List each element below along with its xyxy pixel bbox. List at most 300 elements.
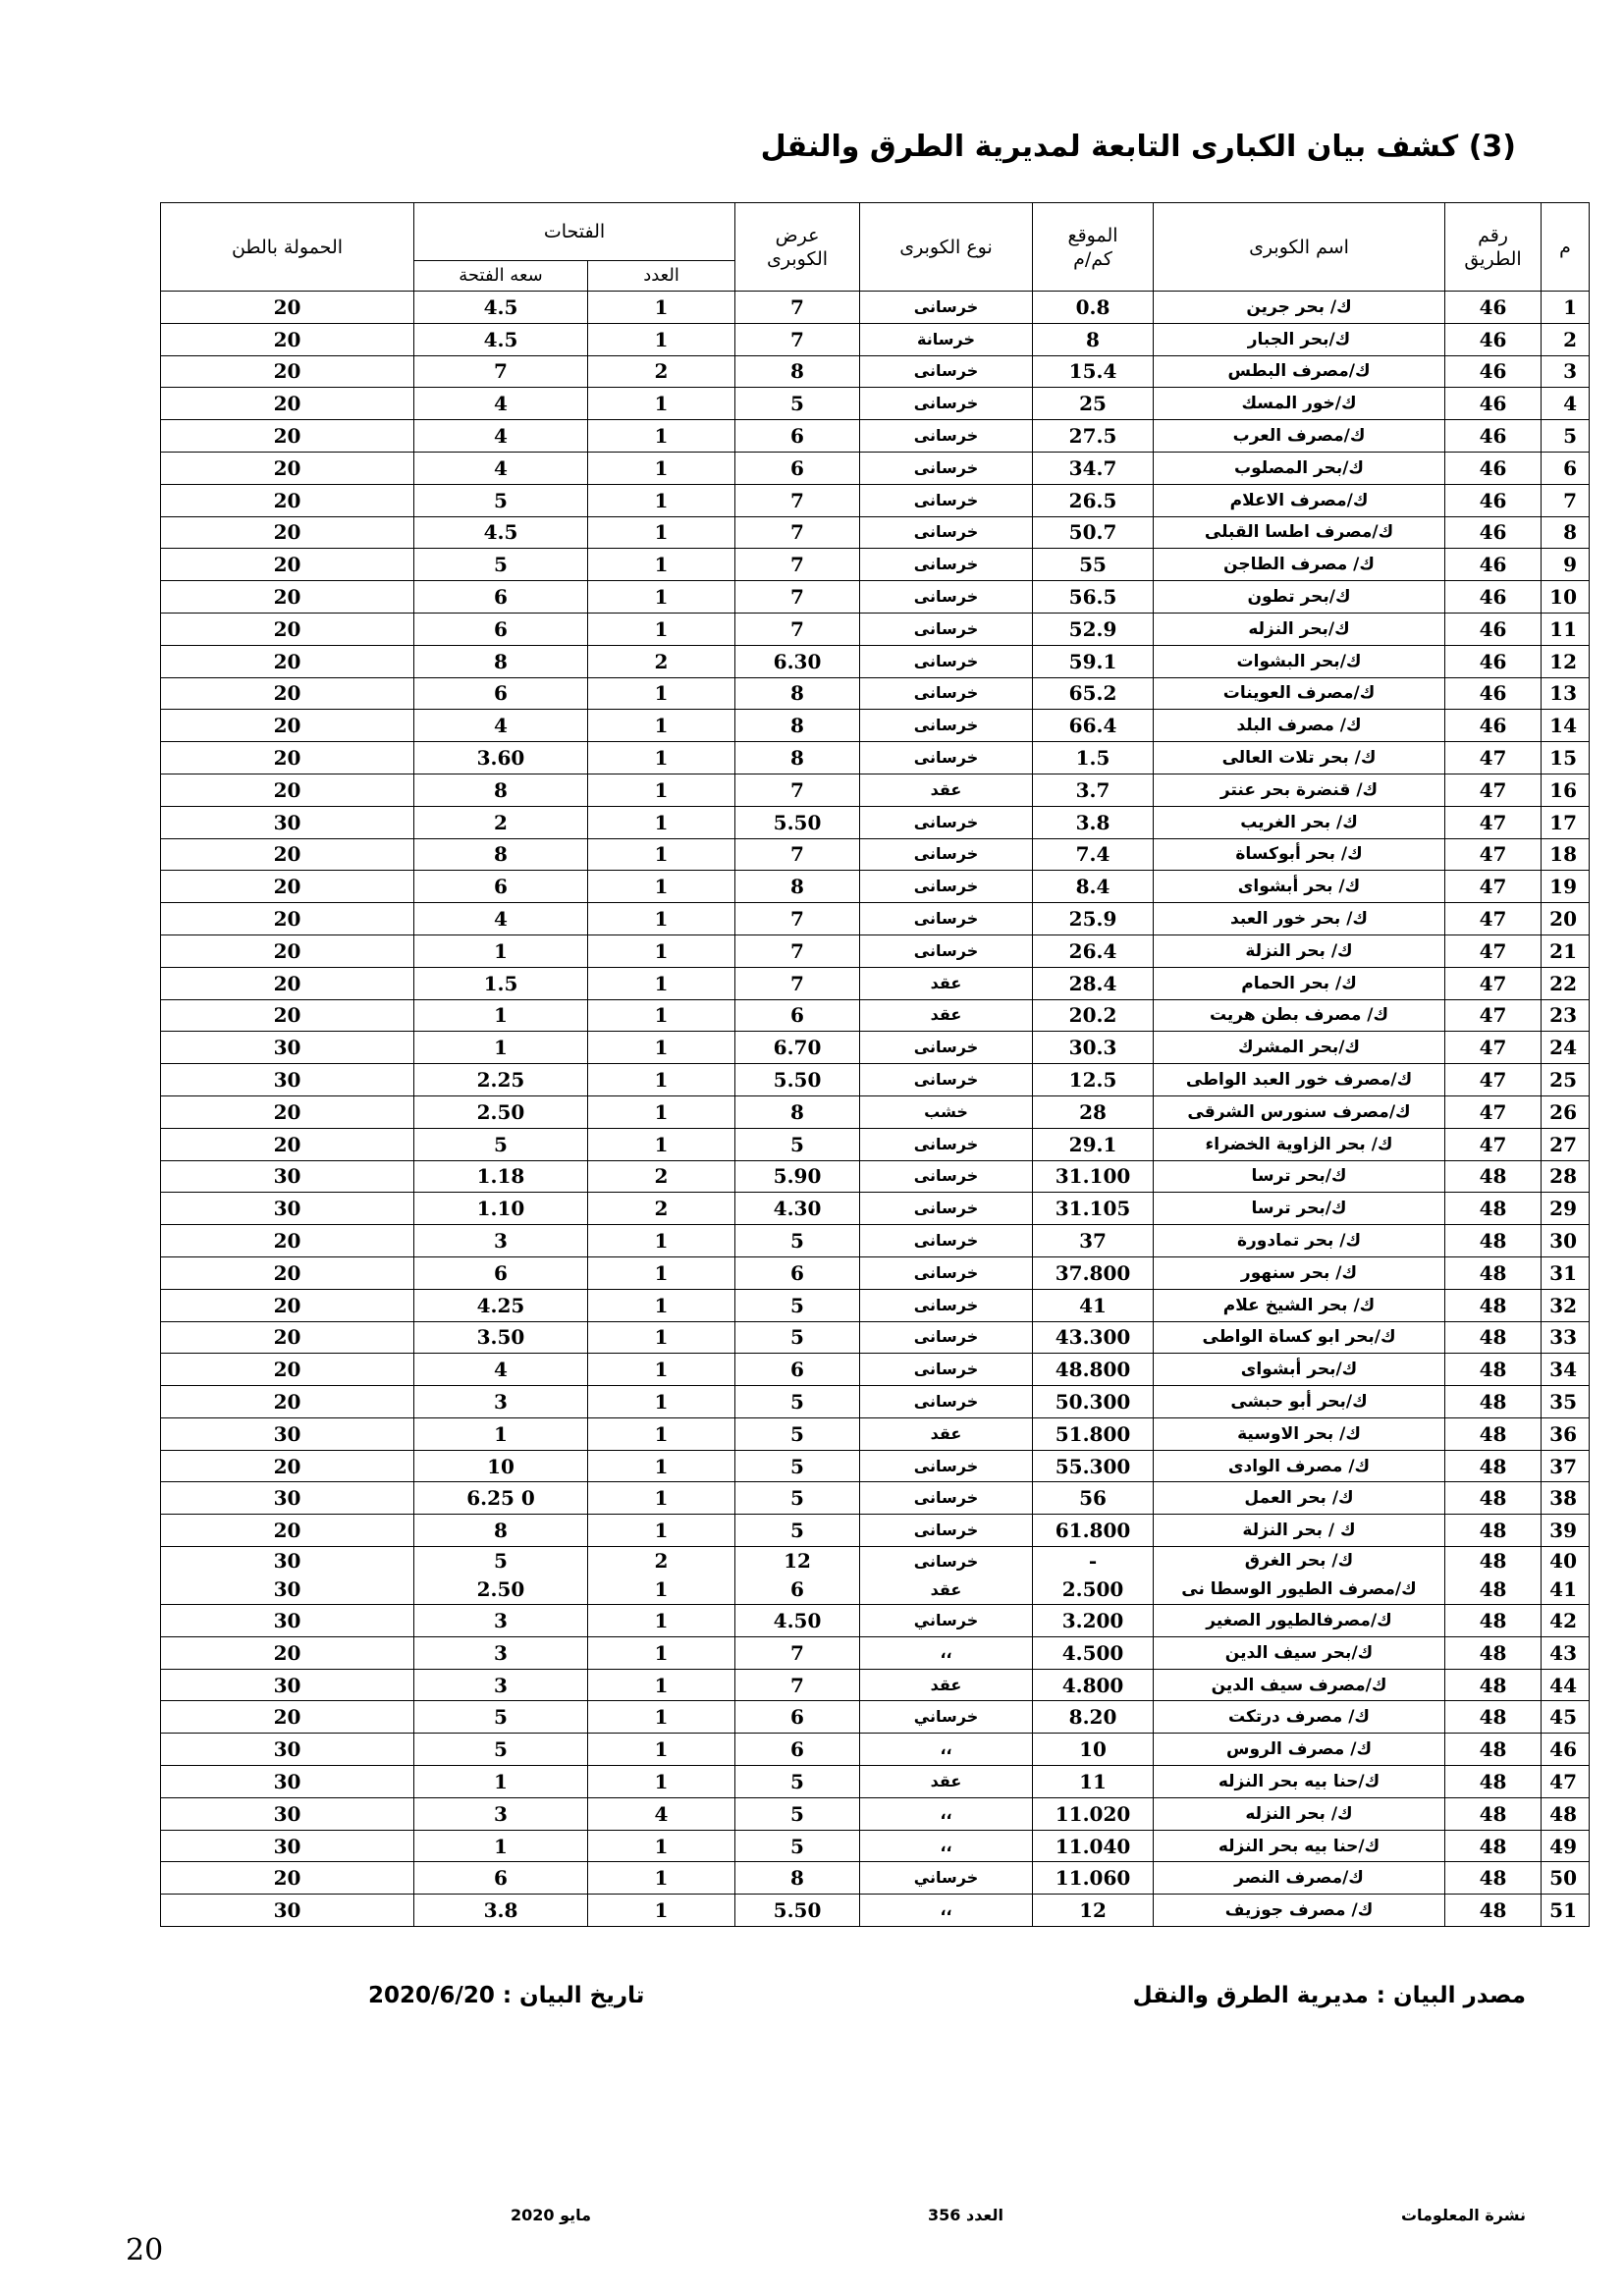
data-date: تاريخ البيان : 2020/6/20 [368,1983,645,2008]
row-bridge-name: ك/ بحر سنهور [1154,1256,1445,1289]
row-road-no: 46 [1445,484,1542,516]
row-opening-span: 3.50 [414,1321,588,1354]
table-row [161,1095,1590,1128]
row-serial: 42 [1542,1605,1590,1637]
row-location [1033,1547,1154,1605]
row-bridge-type: خرساني [860,1701,1033,1734]
row-road-no: 46 [1445,581,1542,614]
row-bridge-width [735,1547,860,1605]
page-number: 20 [126,2233,164,2268]
row-bridge-width: 6 [735,999,860,1032]
table-row [161,420,1590,453]
table-row [161,1547,1590,1605]
row-serial: 36 [1542,1417,1590,1450]
row-serial: 1 [1542,292,1590,324]
row-openings-count: 1 [588,484,735,516]
row-bridge-type: خرسانى [860,452,1033,484]
row-load: 30 [161,1766,414,1798]
row-openings-count: 1 [588,871,735,903]
row-serial: 8 [1542,516,1590,549]
row-bridge-width: 7 [735,581,860,614]
row-road-no: 47 [1445,1095,1542,1128]
row-opening-span: 4 [414,903,588,935]
table-row [161,1450,1590,1482]
table-row [161,1830,1590,1862]
table-row [161,645,1590,677]
row-bridge-type: خرسانى [860,388,1033,420]
table-row [161,742,1590,774]
row-openings-count [588,1547,735,1605]
row-road-no: 47 [1445,1064,1542,1096]
table-row [161,1064,1590,1096]
row-bridge-name: ك/حنا بيه بحر النزله [1154,1766,1445,1798]
row-bridge-width: 6 [735,1256,860,1289]
row-road-no: 47 [1445,774,1542,806]
table-row [161,1225,1590,1257]
row-bridge-type: ،، [860,1734,1033,1766]
row-opening-span: 6 [414,1256,588,1289]
row-bridge-width: 8 [735,677,860,710]
row-bridge-width: 7 [735,613,860,645]
table-row [161,1128,1590,1160]
row-serial: 46 [1542,1734,1590,1766]
row-bridge-name-line: ك/ بحر الغرق [1244,1551,1354,1572]
row-location: 31.105 [1033,1193,1154,1225]
row-road-no: 47 [1445,838,1542,871]
table-row [161,1895,1590,1927]
row-road-no: 47 [1445,1128,1542,1160]
row-load: 20 [161,934,414,967]
row-load: 30 [161,1064,414,1096]
row-bridge-type: خرسانى [860,1289,1033,1321]
table-row [161,677,1590,710]
row-load: 20 [161,484,414,516]
table-row [161,967,1590,999]
row-road-no: 47 [1445,999,1542,1032]
row-bridge-type-line: خرسانى [913,1552,979,1572]
row-load: 20 [161,645,414,677]
row-location: 8 [1033,323,1154,355]
row-bridge-name: ك/بحر البشوات [1154,645,1445,677]
row-location: 59.1 [1033,645,1154,677]
row-location: 25.9 [1033,903,1154,935]
row-serial: 7 [1542,484,1590,516]
row-bridge-name: ك / بحر النزلة [1154,1515,1445,1547]
row-serial: 37 [1542,1450,1590,1482]
row-bridge-type: خرسانى [860,355,1033,388]
row-bridge-type: خرسانى [860,806,1033,838]
row-openings-count-line: 2 [654,1549,669,1574]
row-serial: 14 [1542,710,1590,742]
table-row [161,806,1590,838]
table-row [161,871,1590,903]
row-openings-count: 1 [588,1064,735,1096]
row-serial: 49 [1542,1830,1590,1862]
row-bridge-name: ك/مصرف البطس [1154,355,1445,388]
row-openings-count: 1 [588,806,735,838]
row-road-no: 46 [1445,677,1542,710]
table-row [161,1289,1590,1321]
row-road-no: 48 [1445,1515,1542,1547]
row-road-no: 48 [1445,1321,1542,1354]
row-location: 61.800 [1033,1515,1154,1547]
row-bridge-width: 7 [735,323,860,355]
row-location: 41 [1033,1289,1154,1321]
row-road-no: 48 [1445,1160,1542,1193]
row-load-line: 30 [273,1549,301,1574]
row-bridge-type: خرسانى [860,1321,1033,1354]
table-row [161,1605,1590,1637]
row-bridge-width: 6.70 [735,1032,860,1064]
row-opening-span: 5 [414,1734,588,1766]
row-opening-span-line: 5 [494,1549,508,1574]
header-location: الموقع كم/م [1033,203,1154,292]
row-opening-span: 3 [414,1636,588,1669]
row-serial: 44 [1542,1669,1590,1701]
row-road-no: 48 [1445,1766,1542,1798]
row-location: 43.300 [1033,1321,1154,1354]
row-bridge-width: 5.90 [735,1160,860,1193]
row-openings-count: 1 [588,1734,735,1766]
row-load: 20 [161,355,414,388]
row-bridge-name: ك/ بحر النزلة [1154,934,1445,967]
row-opening-span: 4 [414,452,588,484]
row-road-no: 48 [1445,1417,1542,1450]
row-location: 15.4 [1033,355,1154,388]
row-bridge-type: خرسانى [860,549,1033,581]
row-openings-count: 1 [588,1032,735,1064]
row-road-no: 48 [1445,1225,1542,1257]
table-row [161,549,1590,581]
row-serial-line: 40 [1549,1549,1578,1574]
row-openings-count: 1 [588,388,735,420]
data-source: مصدر البيان : مديرية الطرق والنقل [1132,1983,1526,2008]
row-serial: 51 [1542,1895,1590,1927]
row-location: 34.7 [1033,452,1154,484]
row-bridge-type: خرسانى [860,420,1033,453]
row-bridge-type: خرسانى [860,710,1033,742]
row-bridge-name: ك/ بحر أبشواى [1154,871,1445,903]
row-bridge-width: 8 [735,1862,860,1895]
row-serial: 34 [1542,1354,1590,1386]
row-serial: 21 [1542,934,1590,967]
row-opening-span: 8 [414,838,588,871]
row-road-no: 48 [1445,1482,1542,1515]
row-location: 26.5 [1033,484,1154,516]
row-openings-count-line: 1 [654,1577,669,1602]
row-location: 37 [1033,1225,1154,1257]
table-row [161,1160,1590,1193]
row-location: 11.020 [1033,1797,1154,1830]
row-bridge-type: خرسانى [860,1193,1033,1225]
row-load: 20 [161,871,414,903]
row-bridge-type: عقد [860,1669,1033,1701]
row-opening-span: 6 [414,677,588,710]
row-opening-span: 3.60 [414,742,588,774]
row-bridge-name: ك/بحر ترسا [1154,1193,1445,1225]
row-bridge-type: خرسانى [860,1515,1033,1547]
row-load: 20 [161,323,414,355]
row-location: 7.4 [1033,838,1154,871]
table-row [161,323,1590,355]
row-road-no: 47 [1445,1032,1542,1064]
row-opening-span: 1 [414,1830,588,1862]
row-bridge-width: 4.50 [735,1605,860,1637]
table-row [161,1193,1590,1225]
row-location: 4.800 [1033,1669,1154,1701]
page-title: (3) كشف بيان الكبارى التابعة لمديرية الطرق والنقل [760,130,1516,164]
row-location: 56.5 [1033,581,1154,614]
row-bridge-type: خرسانى [860,1128,1033,1160]
row-opening-span: 3.8 [414,1895,588,1927]
row-bridge-width: 5 [735,1128,860,1160]
row-load: 20 [161,613,414,645]
header-opening-span: سعه الفتحة [414,261,588,292]
header-bridge-name: اسم الكوبرى [1154,203,1445,292]
row-openings-count: 1 [588,1669,735,1701]
row-bridge-type: خرسانى [860,934,1033,967]
table-row [161,1669,1590,1701]
row-location: 28.4 [1033,967,1154,999]
row-location: 3.7 [1033,774,1154,806]
row-bridge-type: ،، [860,1895,1033,1927]
row-load: 20 [161,1321,414,1354]
row-bridge-type: عقد [860,1417,1033,1450]
row-bridge-type: خرساني [860,1862,1033,1895]
row-bridge-width: 5 [735,1450,860,1482]
row-openings-count: 1 [588,999,735,1032]
row-serial: 27 [1542,1128,1590,1160]
row-opening-span: 4.5 [414,323,588,355]
row-openings-count: 1 [588,1701,735,1734]
row-opening-span: 3 [414,1605,588,1637]
row-road-no: 46 [1445,549,1542,581]
row-location: 28 [1033,1095,1154,1128]
row-openings-count: 1 [588,549,735,581]
row-bridge-width: 5.50 [735,1064,860,1096]
row-road-no: 46 [1445,452,1542,484]
row-bridge-width: 4.30 [735,1193,860,1225]
table-row [161,516,1590,549]
table-row [161,1256,1590,1289]
row-bridge-name: ك/بحر المصلوب [1154,452,1445,484]
row-bridge-name: ك/ بحر الزاوية الخضراء [1154,1128,1445,1160]
table-row [161,903,1590,935]
table-row [161,1734,1590,1766]
row-openings-count: 1 [588,677,735,710]
row-opening-span: 3 [414,1797,588,1830]
row-bridge-type: ،، [860,1797,1033,1830]
row-location: 4.500 [1033,1636,1154,1669]
table-row [161,1862,1590,1895]
row-bridge-name: ك/ مصرف درتكت [1154,1701,1445,1734]
row-serial: 28 [1542,1160,1590,1193]
row-bridge-width-line: 6 [790,1577,804,1602]
row-bridge-width: 6 [735,1354,860,1386]
row-bridge-type: خرسانى [860,516,1033,549]
row-bridge-name: ك/ بحر العمل [1154,1482,1445,1515]
row-serial: 11 [1542,613,1590,645]
row-road-no: 47 [1445,742,1542,774]
row-location: 8.20 [1033,1701,1154,1734]
row-location: 10 [1033,1734,1154,1766]
row-road-no: 48 [1445,1734,1542,1766]
row-bridge-type: خرسانى [860,903,1033,935]
row-load: 20 [161,1862,414,1895]
row-bridge-width: 7 [735,838,860,871]
row-location: 66.4 [1033,710,1154,742]
table-row [161,355,1590,388]
row-serial-line: 41 [1549,1577,1578,1602]
row-opening-span: 1 [414,999,588,1032]
row-road-no: 46 [1445,323,1542,355]
row-bridge-name [1154,1547,1445,1605]
row-location: 3.8 [1033,806,1154,838]
row-road-no: 48 [1445,1386,1542,1418]
row-location: 51.800 [1033,1417,1154,1450]
row-openings-count: 1 [588,1830,735,1862]
row-openings-count: 1 [588,1605,735,1637]
row-opening-span: 8 [414,774,588,806]
row-road-no: 48 [1445,1797,1542,1830]
row-serial: 23 [1542,999,1590,1032]
row-serial: 32 [1542,1289,1590,1321]
row-load: 20 [161,677,414,710]
row-opening-span: 4.25 [414,1289,588,1321]
header-load: الحمولة بالطن [161,203,414,292]
row-bridge-width: 5 [735,1225,860,1257]
row-opening-span: 2.25 [414,1064,588,1096]
row-bridge-name: ك/بحر ابو كساة الواطى [1154,1321,1445,1354]
row-bridge-type: خرساني [860,1605,1033,1637]
row-road-no: 48 [1445,1256,1542,1289]
row-openings-count: 1 [588,1515,735,1547]
row-load: 20 [161,581,414,614]
row-location: 11 [1033,1766,1154,1798]
row-bridge-type: ،، [860,1636,1033,1669]
row-bridge-name: ك/ بحر تمادورة [1154,1225,1445,1257]
row-road-no: 46 [1445,355,1542,388]
row-bridge-name: ك/بحر أبو حبشى [1154,1386,1445,1418]
row-bridge-type: خرسانى [860,645,1033,677]
table-row [161,1417,1590,1450]
row-road-no-line: 48 [1479,1549,1507,1574]
row-bridge-type: خرسانى [860,1450,1033,1482]
row-bridge-type: خرسانى [860,1160,1033,1193]
row-opening-span: 3 [414,1386,588,1418]
row-bridge-type: خرسانى [860,1256,1033,1289]
row-road-no: 48 [1445,1636,1542,1669]
row-location: 27.5 [1033,420,1154,453]
row-bridge-width: 8 [735,710,860,742]
table-row [161,1701,1590,1734]
row-bridge-type: خرسانى [860,1225,1033,1257]
row-load: 20 [161,1289,414,1321]
row-serial: 26 [1542,1095,1590,1128]
row-bridge-type: خرسانى [860,871,1033,903]
row-bridge-width: 6 [735,452,860,484]
row-serial: 3 [1542,355,1590,388]
table-row [161,774,1590,806]
row-openings-count: 1 [588,1482,735,1515]
row-serial: 30 [1542,1225,1590,1257]
row-bridge-name: ك/بحر تطون [1154,581,1445,614]
row-bridge-type: خرسانى [860,581,1033,614]
row-openings-count: 1 [588,1895,735,1927]
row-location: 25 [1033,388,1154,420]
row-load: 20 [161,1515,414,1547]
row-bridge-name: ك/مصرف العوينات [1154,677,1445,710]
row-location: 11.040 [1033,1830,1154,1862]
row-load: 20 [161,1386,414,1418]
row-bridge-name: ك/ مصرف الطاجن [1154,549,1445,581]
row-bridge-name: ك/مصرفالطيور الصغير [1154,1605,1445,1637]
row-opening-span-line: 2.50 [476,1577,525,1602]
row-serial: 50 [1542,1862,1590,1895]
table-row [161,838,1590,871]
row-bridge-name: ك/بحر ترسا [1154,1160,1445,1193]
row-bridge-type [860,1547,1033,1605]
row-bridge-type: عقد [860,967,1033,999]
row-bridge-type: خرسانى [860,1482,1033,1515]
row-opening-span: 5 [414,484,588,516]
row-bridge-width: 5 [735,1321,860,1354]
row-bridge-width: 7 [735,934,860,967]
row-opening-span: 1 [414,1032,588,1064]
row-bridge-name: ك/ مصرف البلد [1154,710,1445,742]
row-bridge-name-line: ك/مصرف الطيور الوسطا نى [1181,1579,1417,1600]
row-opening-span: 8 [414,645,588,677]
row-opening-span: 1 [414,934,588,967]
row-openings-count: 2 [588,355,735,388]
row-bridge-type: خرسانى [860,1354,1033,1386]
table-row [161,999,1590,1032]
row-load [161,1547,414,1605]
row-location: 26.4 [1033,934,1154,967]
row-openings-count: 1 [588,323,735,355]
row-opening-span: 1 [414,1417,588,1450]
row-bridge-width: 6 [735,420,860,453]
row-opening-span [414,1547,588,1605]
table-row [161,613,1590,645]
header-serial: م [1542,203,1590,292]
row-bridge-width: 5.50 [735,806,860,838]
row-load: 20 [161,710,414,742]
row-location: 30.3 [1033,1032,1154,1064]
row-road-no: 48 [1445,1605,1542,1637]
row-openings-count: 1 [588,1386,735,1418]
row-bridge-name: ك/بحر النزله [1154,613,1445,645]
row-opening-span: 5 [414,549,588,581]
row-bridge-width: 7 [735,484,860,516]
row-openings-count: 1 [588,1128,735,1160]
footer-issue: العدد 356 [928,2206,1003,2224]
row-openings-count: 1 [588,452,735,484]
row-bridge-name: ك/ بحر الغريب [1154,806,1445,838]
row-load: 30 [161,1032,414,1064]
table-row [161,1515,1590,1547]
row-bridge-name: ك/خور المسك [1154,388,1445,420]
row-opening-span: 3 [414,1669,588,1701]
row-location: 31.100 [1033,1160,1154,1193]
row-bridge-name: ك/ مصرف الروس [1154,1734,1445,1766]
row-location: 3.200 [1033,1605,1154,1637]
row-bridge-width: 8 [735,355,860,388]
row-bridge-width: 7 [735,1669,860,1701]
row-bridge-width: 5 [735,1482,860,1515]
table-row [161,484,1590,516]
row-bridge-width: 5 [735,1830,860,1862]
